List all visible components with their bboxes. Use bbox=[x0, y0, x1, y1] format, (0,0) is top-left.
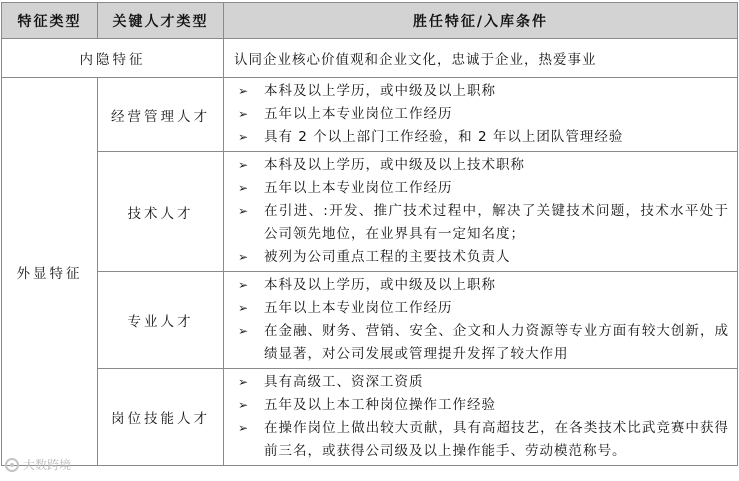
arrow-bullet-icon: ➢ bbox=[238, 204, 250, 218]
talent-row-technical bbox=[2, 152, 738, 272]
criteria-list-management bbox=[224, 78, 738, 152]
criteria-item: ➢ 在金融、财务、营销、安全、企文和人力资源等专业方面有较大创新，成绩显著，对公司发展或管理提升发挥了较大作用 bbox=[238, 320, 729, 366]
talent-type-skilled: 岗位技能人才 bbox=[98, 369, 224, 466]
watermark-text: 大数跨境 bbox=[23, 458, 72, 472]
arrow-bullet-icon: ➢ bbox=[238, 324, 250, 338]
implicit-text: 认同企业核心价值观和企业文化，忠诚于企业，热爱事业 bbox=[224, 39, 738, 78]
talent-row-management bbox=[2, 78, 738, 152]
criteria-item: ➢ 五年以上本专业岗位工作经历 bbox=[238, 103, 729, 126]
logo-circle-icon bbox=[5, 458, 19, 472]
arrow-bullet-icon: ➢ bbox=[238, 84, 250, 98]
watermark bbox=[5, 456, 71, 473]
arrow-bullet-icon: ➢ bbox=[238, 301, 250, 315]
criteria-list-professional bbox=[224, 272, 738, 369]
criteria-item: ➢ 在引进、:开发、推广技术过程中，解决了关键技术问题，技术水平处于公司领先地位，在业界具有一定知名度； bbox=[238, 200, 729, 246]
criteria-list-skilled bbox=[224, 369, 738, 466]
header-talent-type: 关键人才类型 bbox=[98, 3, 224, 39]
criteria-item: ➢ 五年以上本专业岗位工作经历 bbox=[238, 177, 729, 200]
arrow-bullet-icon: ➢ bbox=[238, 375, 250, 389]
arrow-bullet-icon: ➢ bbox=[238, 158, 250, 172]
criteria-item: ➢ 五年以上本专业岗位工作经历 bbox=[238, 297, 729, 320]
criteria-item: ➢ 五年及以上本工种岗位操作工作经验 bbox=[238, 394, 729, 417]
arrow-bullet-icon: ➢ bbox=[238, 107, 250, 121]
talent-type-management: 经营管理人才 bbox=[98, 78, 224, 152]
arrow-bullet-icon: ➢ bbox=[238, 278, 250, 292]
talent-row-skilled bbox=[2, 369, 738, 466]
criteria-item: ➢ 具有高级工、资深工资质 bbox=[238, 371, 729, 394]
header-row bbox=[2, 3, 738, 39]
criteria-item: ➢ 具有 2 个以上部门工作经验，和 2 年以上团队管理经验 bbox=[238, 126, 729, 149]
talent-row-professional bbox=[2, 272, 738, 369]
talent-type-technical: 技术人才 bbox=[98, 152, 224, 272]
competency-table bbox=[1, 2, 738, 466]
arrow-bullet-icon: ➢ bbox=[238, 398, 250, 412]
criteria-item: ➢ 本科及以上学历，或中级及以上职称 bbox=[238, 274, 729, 297]
criteria-list-technical bbox=[224, 152, 738, 272]
criteria-item: ➢ 本科及以上学历，或中级及以上技术职称 bbox=[238, 154, 729, 177]
arrow-bullet-icon: ➢ bbox=[238, 250, 250, 264]
implicit-row bbox=[2, 39, 738, 78]
criteria-item: ➢ 在操作岗位上做出较大贡献，具有高超技艺，在各类技术比武竞赛中获得前三名，或获得公司级及以上操作能手、劳动模范称号。 bbox=[238, 417, 729, 463]
arrow-bullet-icon: ➢ bbox=[238, 421, 250, 435]
criteria-item: ➢ 本科及以上学历，或中级及以上职称 bbox=[238, 80, 729, 103]
criteria-item: ➢ 被列为公司重点工程的主要技术负责人 bbox=[238, 246, 729, 269]
explicit-label: 外显特征 bbox=[2, 78, 98, 466]
arrow-bullet-icon: ➢ bbox=[238, 130, 250, 144]
header-feature-type: 特征类型 bbox=[2, 3, 98, 39]
implicit-label: 内隐特征 bbox=[2, 39, 224, 78]
talent-type-professional: 专业人才 bbox=[98, 272, 224, 369]
arrow-bullet-icon: ➢ bbox=[238, 181, 250, 195]
header-competency-criteria: 胜任特征/入库条件 bbox=[224, 3, 738, 39]
